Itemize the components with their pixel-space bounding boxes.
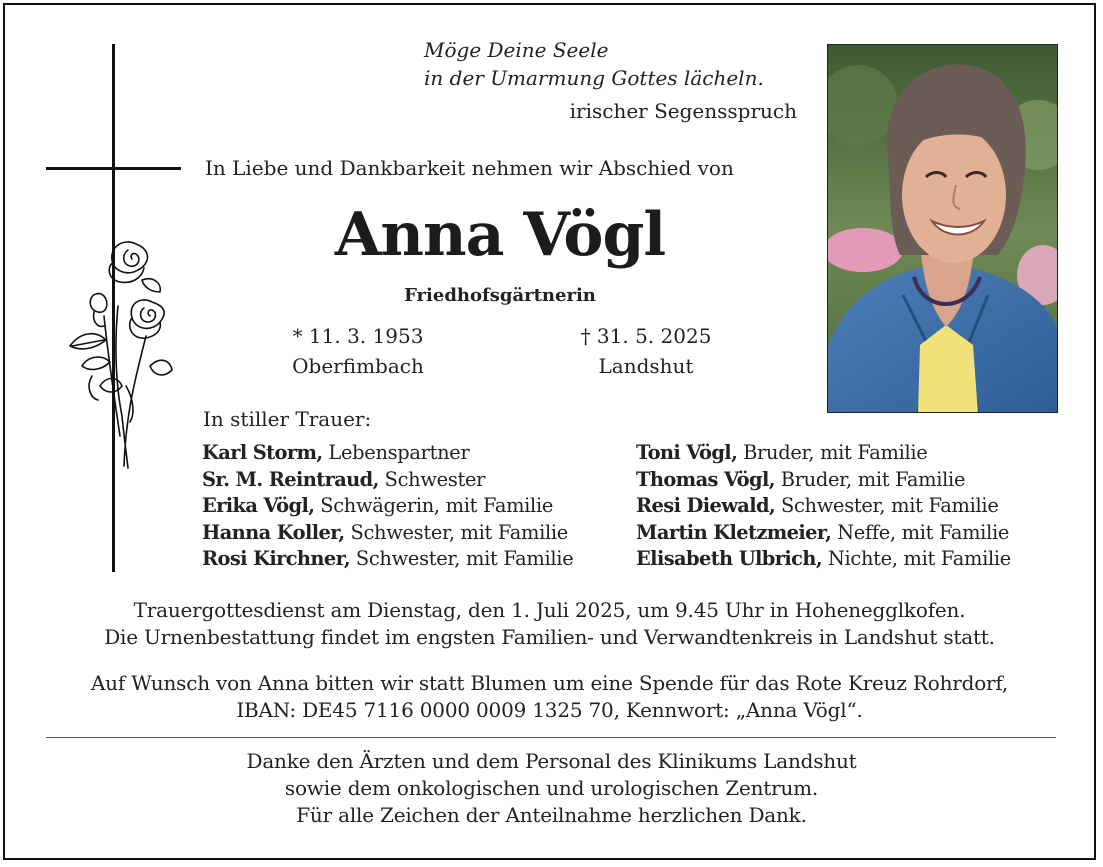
mourner-relation: Neffe, mit Familie [837,520,1010,544]
mourners-heading: In stiller Trauer: [203,407,372,431]
mourner-entry [636,467,1011,494]
mourner-entry [202,467,573,494]
quote-source: irischer Segensspruch [569,99,797,123]
mourner-entry [636,440,1011,467]
mourner-relation: Schwester, mit Familie [355,547,574,570]
mourners-list-right [636,440,1011,573]
thanks-line-3: Für alle Zeichen der Anteilnahme herzlichen Dank. [296,803,807,827]
mourner-entry [636,493,1011,520]
mourner-relation: Schwester, mit Familie [350,520,568,544]
death-date: † 31. 5. 2025 [580,324,712,348]
roses-icon [66,236,178,476]
birth-date: * 11. 3. 1953 [292,324,424,348]
quote-line-2: in der Umarmung Gottes lächeln. [424,66,764,90]
mourner-name: Thomas Vögl, [636,467,775,491]
thanks-line-2: sowie dem onkologischen und urologischen Zentrum. [284,776,819,800]
mourner-name: Hanna Koller, [202,520,345,544]
mourner-relation: Nichte, mit Familie [827,547,1011,570]
donation-line-2: IBAN: DE45 7116 0000 0009 1325 70, Kennwort: „Anna Vögl“. [236,698,863,722]
mourner-entry [202,440,573,467]
birth-place: Oberfimbach [292,354,424,378]
divider [46,737,1056,738]
portrait-photo [827,44,1058,413]
mourner-name: Toni Vögl, [636,441,738,464]
service-line-1: Trauergottesdienst am Dienstag, den 1. Juli 2025, um 9.45 Uhr in Hohenegglkofen. [133,598,966,622]
mourners-list-left [202,440,573,573]
mourner-relation: Lebenspartner [328,441,470,464]
thanks-line-1: Danke den Ärzten und dem Personal des Klinikums Landshut [246,749,857,773]
mourner-entry [636,546,1011,573]
mourner-entry [636,520,1011,547]
mourner-name: Elisabeth Ulbrich, [636,547,822,570]
mourner-relation: Schwester, mit Familie [781,494,999,517]
mourner-entry [202,520,573,547]
service-line-2: Die Urnenbestattung findet im engsten Familien- und Verwandtenkreis in Landshut statt. [104,625,995,649]
death-info [546,321,746,381]
birth-info [258,321,458,381]
mourner-name: Erika Vögl, [202,494,315,517]
mourner-name: Karl Storm, [202,441,323,464]
mourner-relation: Bruder, mit Familie [780,467,966,491]
donation-line-1: Auf Wunsch von Anna bitten wir statt Blumen um eine Spende für das Rote Kreuz Rohrdorf, [90,671,1009,695]
death-place: Landshut [598,354,694,378]
quote-line-1: Möge Deine Seele [424,38,609,62]
mourner-name: Rosi Kirchner, [202,547,351,570]
mourner-entry [202,493,573,520]
mourner-entry [202,546,573,573]
deceased-profession: Friedhofsgärtnerin [404,285,596,306]
mourner-relation: Schwester [384,467,486,491]
intro-text: In Liebe und Dankbarkeit nehmen wir Abschied von [205,156,734,180]
mourner-relation: Schwägerin, mit Familie [320,494,554,517]
deceased-name: Anna Vögl [334,200,666,270]
mourner-name: Sr. M. Reintraud, [202,467,379,491]
mourner-name: Resi Diewald, [636,494,776,517]
mourner-name: Martin Kletzmeier, [636,520,832,544]
mourner-relation: Bruder, mit Familie [743,441,928,464]
